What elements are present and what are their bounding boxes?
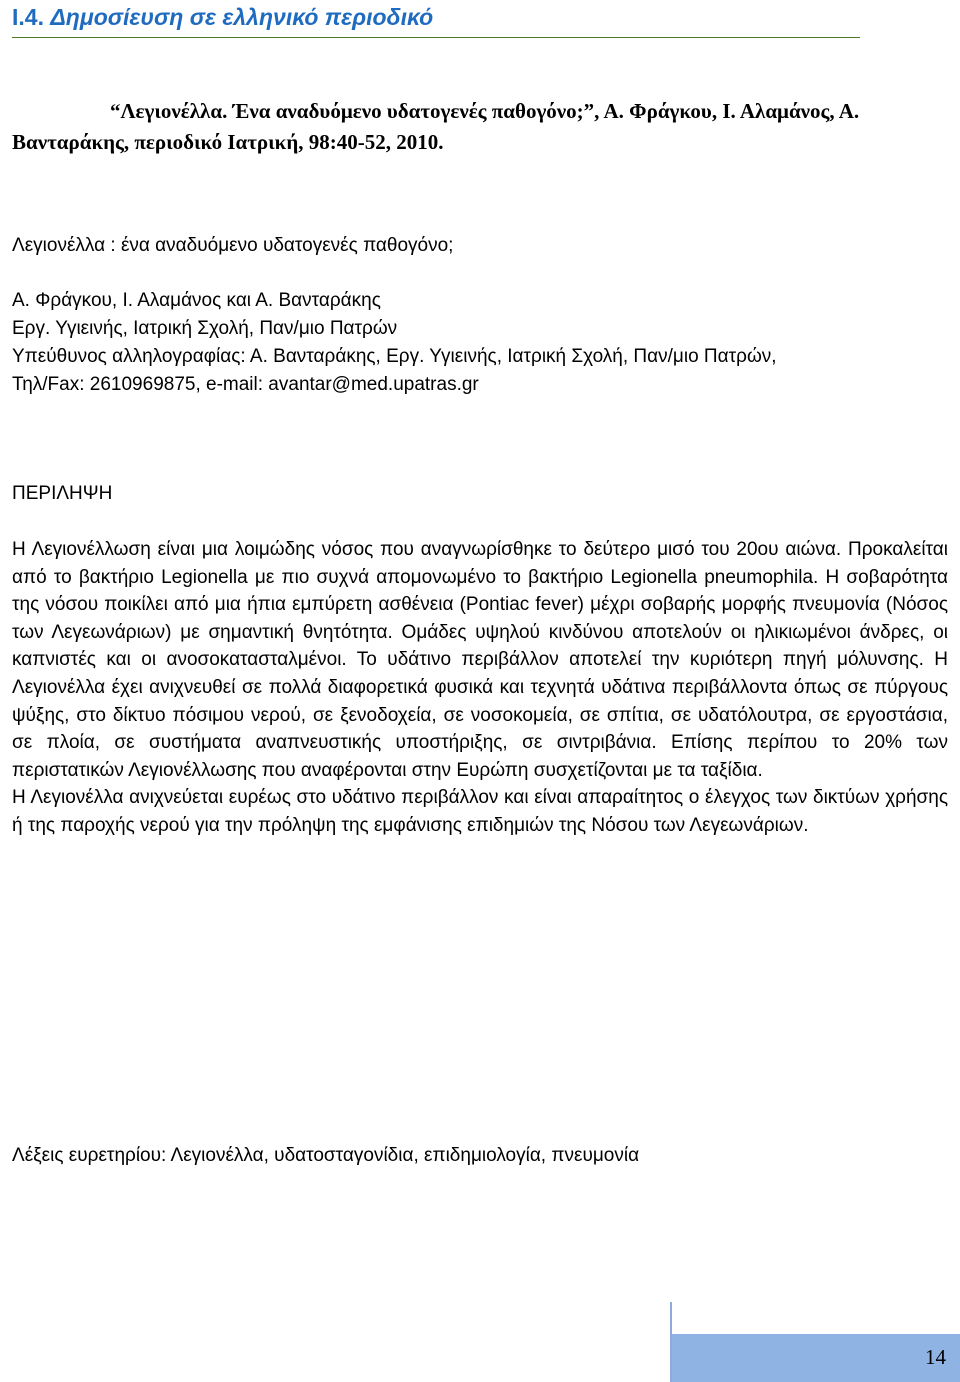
abstract-heading: ΠΕΡΙΛΗΨΗ	[12, 483, 113, 504]
keywords-line: Λέξεις ευρετηρίου: Λεγιονέλλα, υδατοσταγονίδια, επιδημιολογία, πνευμονία	[12, 1145, 640, 1166]
abstract-paragraph: Η Λεγιονέλλα ανιχνεύεται ευρέως στο υδάτινο περιβάλλον και είναι απαραίτητος ο έλεγχος των δικτύων χρήσης ή της παροχής νερού για την πρόληψη της εμφάνισης επιδημιών της Νόσου των Λεγεωνάριων.	[12, 787, 948, 836]
abstract-body	[12, 536, 948, 840]
section-heading	[12, 2, 433, 32]
contact-line: Τηλ/Fax: 2610969875, e-mail: avantar@med.upatras.gr	[12, 374, 479, 395]
publication-reference: “Λεγιονέλλα. Ένα αναδυόμενο υδατογενές παθογόνο;”, Α. Φράγκου, Ι. Αλαμάνος, Α. Βανταράκης, περιοδικό Ιατρική, 98:40-52, 2010.	[12, 99, 860, 154]
article-title: Λεγιονέλλα : ένα αναδυόμενο υδατογενές παθογόνο;	[12, 235, 454, 256]
page-number-box	[672, 1334, 960, 1382]
section-number: I.4.	[12, 4, 44, 30]
section-title: Δημοσίευση σε ελληνικό περιοδικό	[50, 4, 434, 30]
article-authors: Α. Φράγκου, Ι. Αλαμάνος και Α. Βανταράκης	[12, 290, 381, 311]
article-affiliation: Εργ. Υγιεινής, Ιατρική Σχολή, Παν/μιο Πατρών	[12, 318, 398, 339]
abstract-paragraph: Η Λεγιονέλλωση είναι μια λοιμώδης νόσος που αναγνωρίσθηκε το δεύτερο μισό του 20ου αιώνα. Προκαλείται από το βακτήριο Legionella με πιο συχνά απομονωμένο το βακτήριο Legionella pneumophila. Η σοβαρότητα της νόσου ποικίλει από μια ήπια εμπύρετη ασθένεια (Pontiac fever) μέχρι σοβαρής μορφής πνευμονία (Νόσος των Λεγεωνάριων) με σημαντική θνητότητα. Ομάδες υψηλού κινδύνου αποτελούν οι ηλικιωμένοι άνδρες, οι καπνιστές και οι ανοσοκατασταλμένοι. Το υδάτινο περιβάλλον αποτελεί την κυριότερη πηγή μόλυνσης. Η Λεγιονέλλα έχει ανιχνευθεί σε πολλά διαφορετικά φυσικά και τεχνητά υδάτινα περιβάλλοντα όπως σε πύργους ψύξης, στο δίκτυο πόσιμου νερού, σε ξενοδοχεία, σε νοσοκομεία, σε σπίτια, σε υδατόλουτρα, σε εργοστάσια, σε πλοία, σε συστήματα αναπνευστικής υποστήριξης, σε σιντριβάνια. Επίσης περίπου το 20% των περιστατικών Λεγιονέλλωσης που αναφέρονται στην Ευρώπη συσχετίζονται με τα ταξίδια.	[12, 539, 948, 781]
page-number: 14	[925, 1345, 946, 1369]
correspondence-line: Υπεύθυνος αλληλογραφίας: Α. Βανταράκης, Εργ. Υγιεινής, Ιατρική Σχολή, Παν/μιο Πατρών,	[12, 346, 777, 367]
heading-divider	[12, 37, 860, 38]
